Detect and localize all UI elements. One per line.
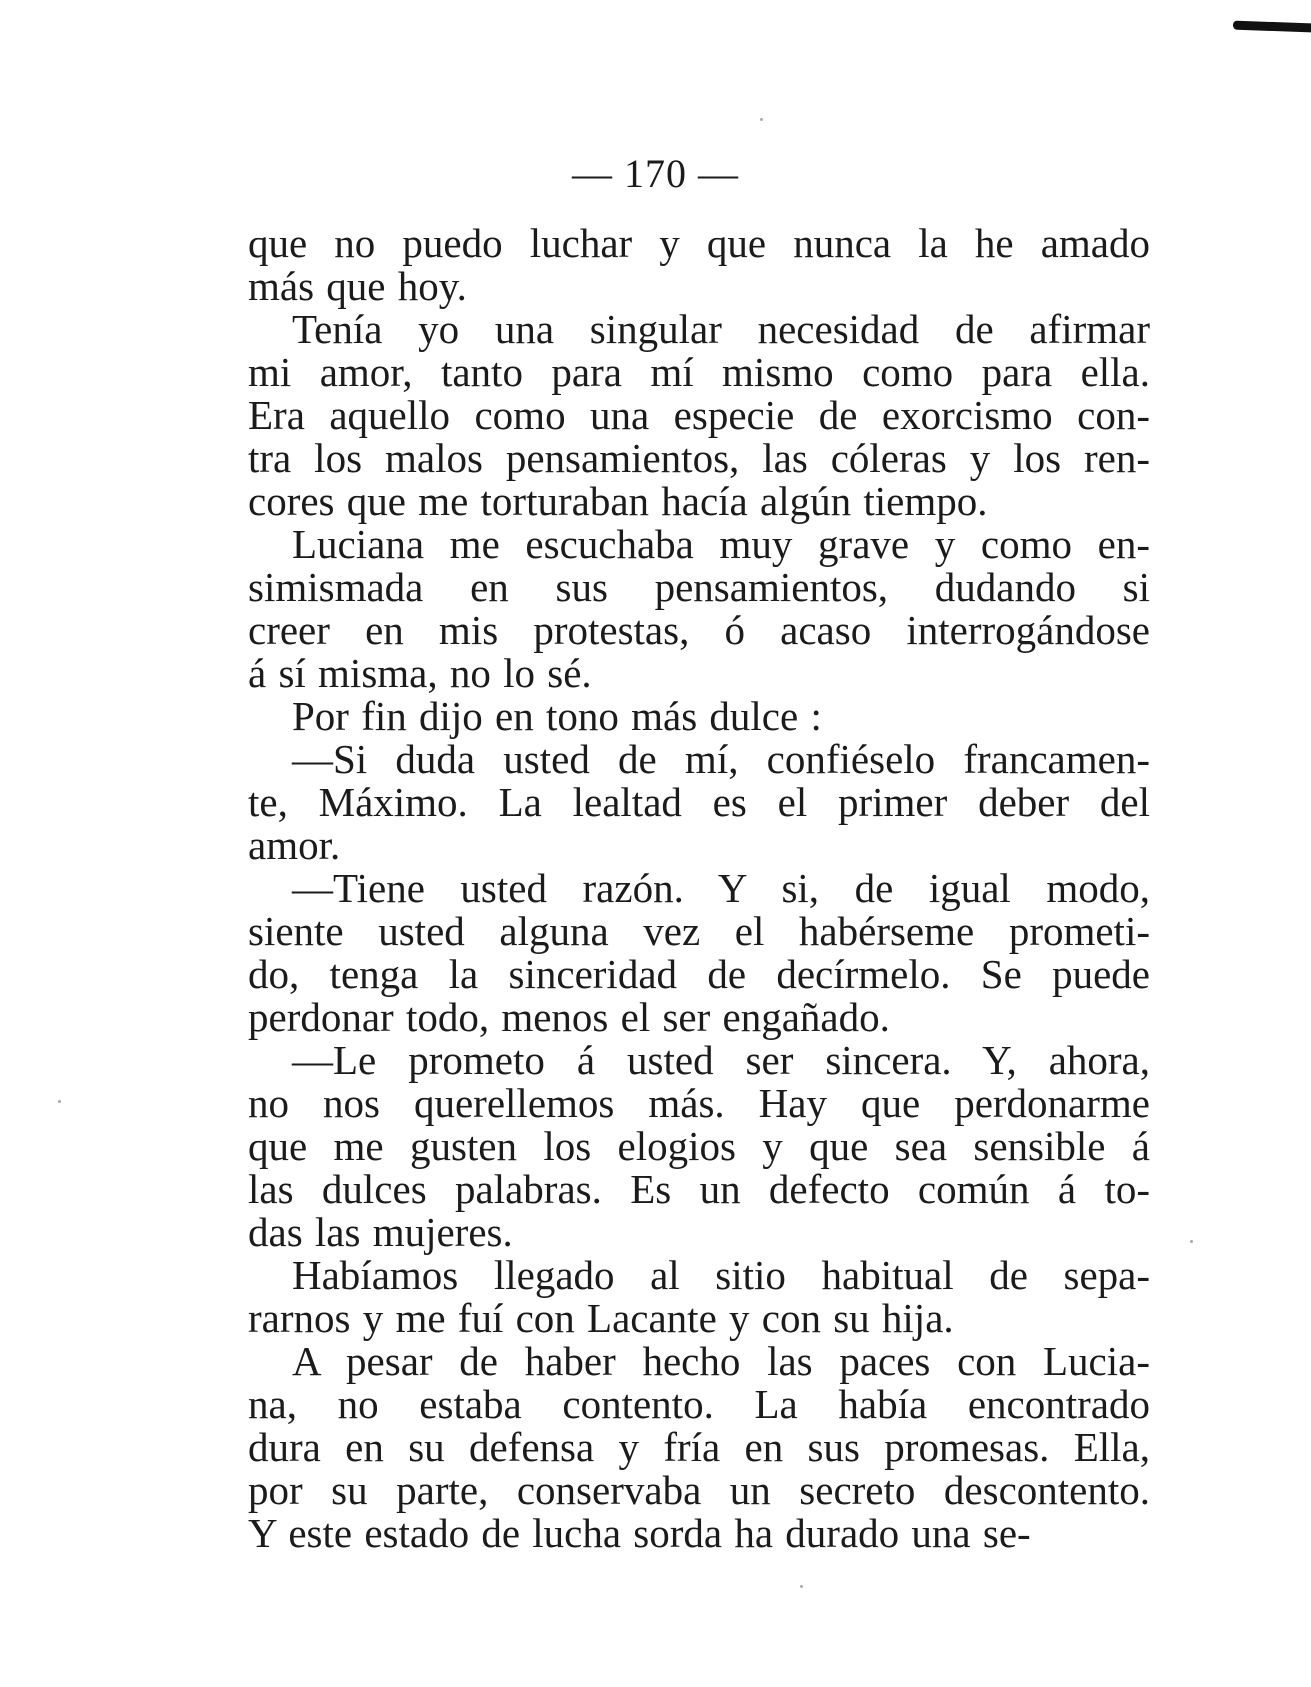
paragraph <box>248 222 1150 308</box>
text-line: por su parte, conservaba un secreto descontento. <box>248 1467 1150 1513</box>
text-line: cores que me torturaban hacía algún tiempo. <box>248 478 988 524</box>
paper-speck <box>760 118 763 121</box>
text-line: Y este estado de lucha sorda ha durado una se- <box>248 1510 1031 1556</box>
body-text <box>248 222 1150 1555</box>
text-line: Luciana me escuchaba muy grave y como en- <box>292 521 1150 567</box>
text-line: do, tenga la sinceridad de decírmelo. Se puede <box>248 951 1150 997</box>
text-line: á sí misma, no lo sé. <box>248 650 592 696</box>
text-line: amor. <box>248 822 341 868</box>
paragraph <box>248 867 1150 1039</box>
paragraph <box>248 1039 1150 1254</box>
page-number: — 170 — <box>572 151 739 196</box>
text-line: Habíamos llegado al sitio habitual de sepa- <box>292 1252 1150 1298</box>
paragraph <box>248 695 1150 738</box>
text-line: dura en su defensa y fría en sus promesas. Ella, <box>248 1424 1150 1470</box>
paragraph <box>248 1340 1150 1555</box>
text-line: te, Máximo. La lealtad es el primer deber del <box>248 779 1150 825</box>
text-line: —Si duda usted de mí, confiéselo francamen- <box>292 736 1150 782</box>
text-line: las dulces palabras. Es un defecto común á to- <box>248 1166 1150 1212</box>
paragraph <box>248 1254 1150 1340</box>
text-line: simismada en sus pensamientos, dudando si <box>248 564 1150 610</box>
paper-speck <box>58 1100 61 1103</box>
text-line: más que hoy. <box>248 263 467 309</box>
text-line: Tenía yo una singular necesidad de afirmar <box>292 306 1150 352</box>
paper-speck <box>1190 1240 1193 1243</box>
text-line: —Le prometo á usted ser sincera. Y, ahora, <box>292 1037 1150 1083</box>
text-line: na, no estaba contento. La había encontrado <box>248 1381 1150 1427</box>
text-line: que no puedo luchar y que nunca la he amado <box>248 220 1150 266</box>
text-line: no nos querellemos más. Hay que perdonarme <box>248 1080 1150 1126</box>
paper-speck <box>800 1585 803 1588</box>
paragraph <box>248 738 1150 867</box>
page-edge-mark <box>1233 21 1311 33</box>
text-line: A pesar de haber hecho las paces con Lucia- <box>292 1338 1150 1384</box>
text-line: mi amor, tanto para mí mismo como para ella. <box>248 349 1150 395</box>
text-line: que me gusten los elogios y que sea sensible á <box>248 1123 1150 1169</box>
text-line: creer en mis protestas, ó acaso interrogándose <box>248 607 1150 653</box>
text-line: das las mujeres. <box>248 1209 513 1255</box>
paragraph <box>248 308 1150 523</box>
text-line: perdonar todo, menos el ser engañado. <box>248 994 890 1040</box>
text-line: Era aquello como una especie de exorcismo con- <box>248 392 1150 438</box>
text-line: —Tiene usted razón. Y si, de igual modo, <box>292 865 1150 911</box>
text-line: rarnos y me fuí con Lacante y con su hija. <box>248 1295 954 1341</box>
text-line: siente usted alguna vez el habérseme prometi- <box>248 908 1150 954</box>
text-line: Por fin dijo en tono más dulce : <box>292 693 822 739</box>
text-line: tra los malos pensamientos, las cóleras y los ren- <box>248 435 1150 481</box>
paragraph <box>248 523 1150 695</box>
